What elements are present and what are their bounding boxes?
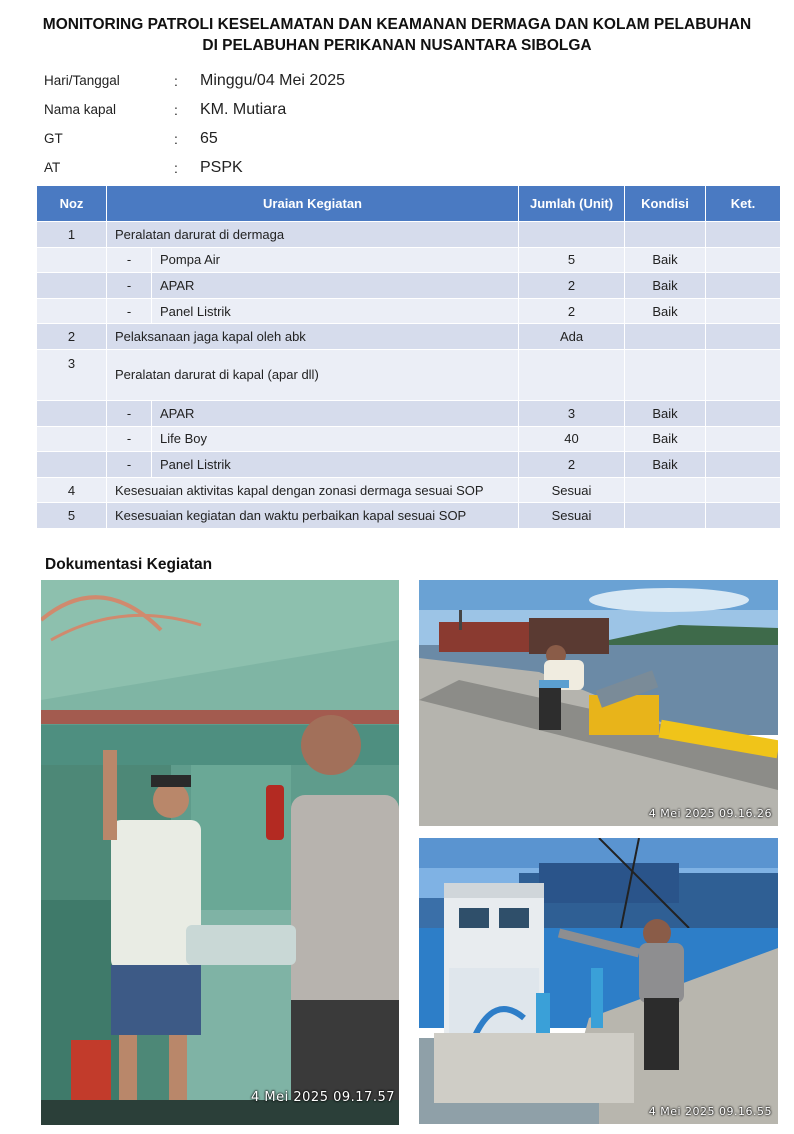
info-colon: : <box>174 159 178 176</box>
table-row <box>37 324 781 350</box>
row-uraian: Peralatan darurat di kapal (apar dll) <box>107 349 519 400</box>
row-kondisi: Baik <box>625 426 706 452</box>
photo-dock-pump-image <box>419 580 778 826</box>
info-label: Nama kapal <box>44 102 117 117</box>
info-label: GT <box>44 131 63 146</box>
row-item: Pompa Air <box>152 247 519 273</box>
info-value: 65 <box>200 129 218 147</box>
document-title <box>20 14 774 56</box>
row-kondisi <box>625 349 706 400</box>
info-label: Hari/Tanggal <box>44 73 120 88</box>
table-row <box>37 298 781 324</box>
row-kondisi: Baik <box>625 400 706 426</box>
info-row-at <box>44 153 544 182</box>
row-ket <box>706 426 781 452</box>
info-colon: : <box>174 130 178 147</box>
row-kondisi <box>625 477 706 503</box>
photo-ship-inspection-image <box>41 580 399 1125</box>
header-uraian: Uraian Kegiatan <box>107 186 519 222</box>
row-jumlah: 2 <box>519 452 625 478</box>
table-row <box>37 426 781 452</box>
table-header-row <box>37 186 781 222</box>
row-kondisi <box>625 324 706 350</box>
documentation-heading: Dokumentasi Kegiatan <box>45 556 213 573</box>
header-ket: Ket. <box>706 186 781 222</box>
info-value: KM. Mutiara <box>200 100 287 118</box>
row-no <box>37 426 107 452</box>
header-kondisi: Kondisi <box>625 186 706 222</box>
row-item: Life Boy <box>152 426 519 452</box>
row-jumlah: Sesuai <box>519 477 625 503</box>
row-kondisi <box>625 503 706 529</box>
info-value: Minggu/04 Mei 2025 <box>200 71 345 89</box>
row-jumlah: Sesuai <box>519 503 625 529</box>
table-row <box>37 452 781 478</box>
row-jumlah: Ada <box>519 324 625 350</box>
photo-timestamp: 4 Mei 2025 09.17.57 <box>251 1090 395 1105</box>
row-no: 2 <box>37 324 107 350</box>
row-ket <box>706 273 781 299</box>
table-row <box>37 477 781 503</box>
vessel-info <box>44 66 544 182</box>
row-item: APAR <box>152 400 519 426</box>
photo-dock-pump <box>419 580 778 826</box>
photo-electric-panel <box>419 838 778 1124</box>
row-item: Panel Listrik <box>152 452 519 478</box>
row-no: 1 <box>37 222 107 248</box>
info-row-ship-name <box>44 95 544 124</box>
title-line-2: DI PELABUHAN PERIKANAN NUSANTARA SIBOLGA <box>202 37 592 54</box>
photo-timestamp: 4 Mei 2025 09.16.55 <box>648 1105 772 1118</box>
row-uraian: Pelaksanaan jaga kapal oleh abk <box>107 324 519 350</box>
row-jumlah: 2 <box>519 273 625 299</box>
row-dash: - <box>107 247 152 273</box>
row-jumlah: 2 <box>519 298 625 324</box>
row-item: Panel Listrik <box>152 298 519 324</box>
row-ket <box>706 298 781 324</box>
row-no: 5 <box>37 503 107 529</box>
row-dash: - <box>107 273 152 299</box>
row-ket <box>706 503 781 529</box>
row-kondisi: Baik <box>625 273 706 299</box>
row-jumlah <box>519 222 625 248</box>
info-value: PSPK <box>200 158 243 176</box>
row-no <box>37 452 107 478</box>
row-no <box>37 273 107 299</box>
patrol-table <box>36 185 781 529</box>
header-jumlah: Jumlah (Unit) <box>519 186 625 222</box>
row-dash: - <box>107 298 152 324</box>
info-row-date <box>44 66 544 95</box>
row-kondisi: Baik <box>625 247 706 273</box>
row-uraian: Peralatan darurat di dermaga <box>107 222 519 248</box>
table-row <box>37 503 781 529</box>
row-ket <box>706 452 781 478</box>
row-kondisi: Baik <box>625 298 706 324</box>
row-ket <box>706 477 781 503</box>
title-line-1: MONITORING PATROLI KESELAMATAN DAN KEAMANAN DERMAGA DAN KOLAM PELABUHAN <box>42 16 752 33</box>
row-jumlah: 3 <box>519 400 625 426</box>
table-row <box>37 273 781 299</box>
row-no <box>37 247 107 273</box>
row-no: 4 <box>37 477 107 503</box>
row-uraian: Kesesuaian aktivitas kapal dengan zonasi dermaga sesuai SOP <box>107 477 519 503</box>
row-ket <box>706 349 781 400</box>
row-ket <box>706 400 781 426</box>
table-row <box>37 400 781 426</box>
row-no <box>37 298 107 324</box>
row-jumlah <box>519 349 625 400</box>
info-label: AT <box>44 160 61 175</box>
table-row <box>37 247 781 273</box>
row-dash: - <box>107 400 152 426</box>
row-jumlah: 40 <box>519 426 625 452</box>
row-jumlah: 5 <box>519 247 625 273</box>
row-ket <box>706 222 781 248</box>
row-item: APAR <box>152 273 519 299</box>
info-colon: : <box>174 72 178 89</box>
row-no <box>37 400 107 426</box>
row-ket <box>706 324 781 350</box>
row-ket <box>706 247 781 273</box>
table-row <box>37 349 781 400</box>
row-dash: - <box>107 452 152 478</box>
row-no: 3 <box>37 349 107 400</box>
photo-electric-panel-image <box>419 838 778 1124</box>
info-row-gt <box>44 124 544 153</box>
row-dash: - <box>107 426 152 452</box>
row-kondisi: Baik <box>625 452 706 478</box>
header-no: Noz <box>37 186 107 222</box>
photo-ship-inspection <box>41 580 399 1125</box>
info-colon: : <box>174 101 178 118</box>
row-uraian: Kesesuaian kegiatan dan waktu perbaikan kapal sesuai SOP <box>107 503 519 529</box>
table-row <box>37 222 781 248</box>
photo-timestamp: 4 Mei 2025 09.16.26 <box>648 807 772 820</box>
row-kondisi <box>625 222 706 248</box>
